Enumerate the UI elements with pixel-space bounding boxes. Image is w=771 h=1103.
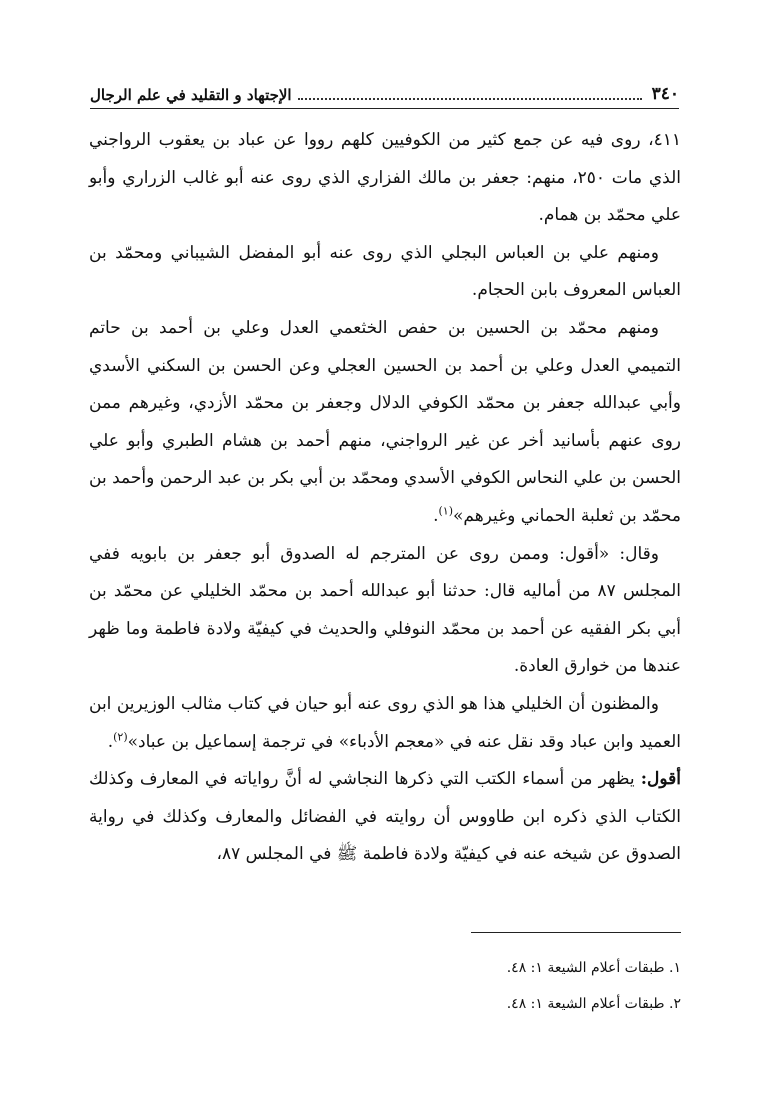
paragraph <box>89 761 681 874</box>
running-title: الإجتهاد و التقليد في علم الرجال <box>90 86 292 104</box>
paragraph-text: ٤١١، روى فيه عن جمع كثير من الكوفيين كلهم رووا عن عباد بن يعقوب الرواجني الذي مات ٢٥٠، منهم: جعفر بن مالك الفزاري الذي روى عنه أبو غالب الزراري وأبو علي محمّد بن همام. <box>89 130 681 226</box>
paragraph-text: يظهر من أسماء الكتب التي ذكرها النجاشي له أنَّ رواياته في المعارف وكذلك الكتاب الذي ذكره ابن طاووس أن روايته في الفضائل والمعارف وكذلك في رواية الصدوق عن شيخه عنه في كيفيّة ولادة فاطمة ﷺ في المجلس ٨٧، <box>89 769 681 865</box>
footnotes <box>89 950 681 1022</box>
page-number: ٣٤٠ <box>651 84 679 104</box>
body-text <box>89 122 681 874</box>
paragraph <box>89 122 681 235</box>
footnote-marker: (١) <box>438 504 453 518</box>
paragraph <box>89 310 681 536</box>
paragraph-tail: . <box>107 731 114 752</box>
paragraph <box>89 235 681 310</box>
paragraph-text: وقال: «أقول: وممن روى عن المترجم له الصدوق أبو جعفر بن بابويه ففي المجلس ٨٧ من أماليه قال: حدثنا أبو عبدالله أحمد بن محمّد الخليلي عن محمّد بن أبي بكر الفقيه عن أحمد بن محمّد النوفلي والحديث في كيفيّة ولادة فاطمة وما ظهر عندها من خوارق العادة. <box>89 543 681 677</box>
paragraph-text: ومنهم محمّد بن الحسين بن حفص الخثعمي العدل وعلي بن أحمد بن حاتم التميمي العدل وعلي بن أحمد بن الحسين العجلي وعن الحسن بن السكني الأسدي وأبي عبدالله جعفر بن محمّد الكوفي الدلال وجعفر بن محمّد الأزدي، وغيرهم ممن روى عنهم بأسانيد أخر عن غير الرواجني، منهم أحمد بن هشام الطبري وأبو علي الحسن بن علي النحاس الكوفي الأسدي ومحمّد بن أبي بكر بن عبد الرحمن وأحمد بن محمّد بن ثعلبة الحماني وغيرهم» <box>89 317 681 526</box>
footnote-marker: (٢) <box>113 729 128 743</box>
paragraph <box>89 686 681 761</box>
footnote: ١. طبقات أعلام الشيعة ١: ٤٨. <box>506 960 681 976</box>
paragraph <box>89 536 681 686</box>
footnote-divider <box>471 932 681 933</box>
leader-dots <box>298 97 642 100</box>
paragraph-tail: . <box>433 505 439 526</box>
paragraph-lead: أقول: <box>640 769 681 790</box>
footnote: ٢. طبقات أعلام الشيعة ١: ٤٨. <box>506 996 681 1012</box>
paragraph-text: ومنهم علي بن العباس البجلي الذي روى عنه أبو المفضل الشيباني ومحمّد بن العباس المعروف بابن الحجام. <box>89 242 681 301</box>
paragraph-text: والمظنون أن الخليلي هذا هو الذي روى عنه أبو حيان في كتاب مثالب الوزيرين ابن العميد وابن عباد وقد نقل عنه في «معجم الأدباء» في ترجمة إسماعيل بن عباد» <box>89 693 681 752</box>
running-head <box>90 78 679 109</box>
